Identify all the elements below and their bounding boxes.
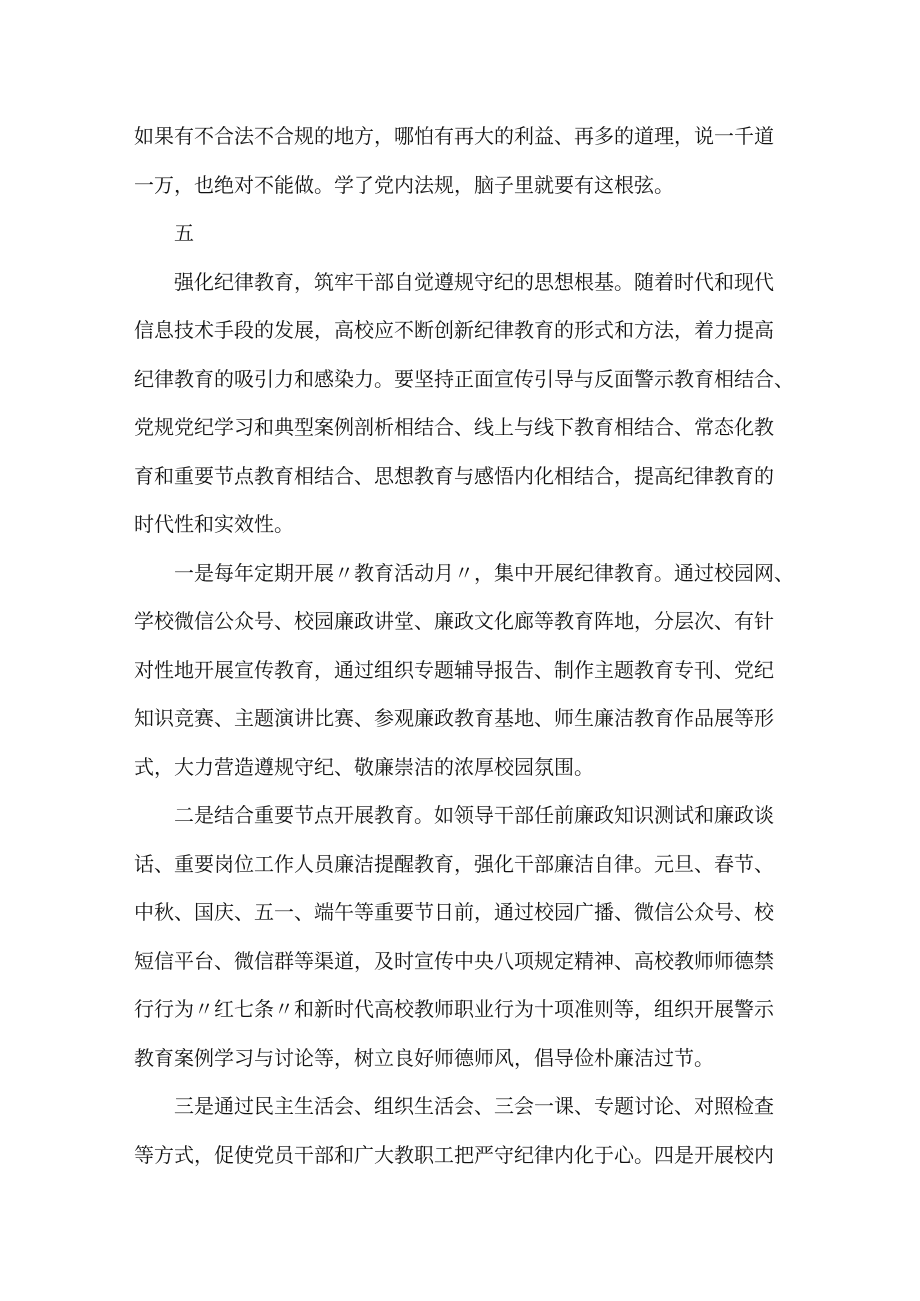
- document-body: [134, 112, 794, 1179]
- paragraph-item-one: [134, 549, 794, 792]
- text-line: 如果有不合法不合规的地方，哪怕有再大的利益、再多的道理，说一千道: [134, 124, 774, 148]
- text-line: 式，大力营造遵规守纪、敬廉崇洁的浓厚校园氛围。: [134, 754, 594, 779]
- text-line: 时代性和实效性。: [134, 512, 294, 536]
- text-line: 一是每年定期开展〃教育活动月〃，集中开展纪律教育。通过校园网、: [174, 560, 794, 585]
- text-line: 三是通过民主生活会、组织生活会、三会一课、专题讨论、对照检查: [174, 1094, 774, 1118]
- paragraph-item-three: [134, 1082, 786, 1179]
- text-line: 一万，也绝对不能做。学了党内法规，脑子里就要有这根弦。: [134, 172, 674, 197]
- text-line: 二是结合重要节点开展教育。如领导干部任前廉政知识测试和廉政谈: [174, 803, 774, 827]
- text-line: 中秋、国庆、五一、端午等重要节日前，通过校园广播、微信公众号、校: [134, 900, 774, 924]
- text-line: 短信平台、微信群等渠道，及时宣传中央八项规定精神、高校教师师德禁: [134, 948, 774, 973]
- text-line: 强化纪律教育，筑牢干部自觉遵规守纪的思想根基。随着时代和现代: [174, 269, 774, 294]
- text-line: 知识竞赛、主题演讲比赛、参观廉政教育基地、师生廉洁教育作品展等形: [134, 706, 774, 730]
- text-line: 党规党纪学习和典型案例剖析相结合、线上与线下教育相结合、常态化教: [134, 415, 774, 439]
- text-line: 行行为〃红七条〃和新时代高校教师职业行为十项准则等，组织开展警示: [134, 997, 774, 1021]
- paragraph-intro: [134, 258, 794, 549]
- text-line: 育和重要节点教育相结合、思想教育与感悟内化相结合，提高纪律教育的: [134, 463, 774, 488]
- section-heading: [134, 209, 786, 258]
- text-line: 教育案例学习与讨论等，树立良好师德师风，倡导俭朴廉洁过节。: [134, 1045, 714, 1070]
- text-line: 等方式，促使党员干部和广大教职工把严守纪律内化于心。四是开展校内: [134, 1142, 774, 1167]
- text-line: 话、重要岗位工作人员廉洁提醒教育，强化干部廉洁自律。元旦、春节、: [134, 851, 774, 876]
- text-line: 纪律教育的吸引力和感染力。要坚持正面宣传引导与反面警示教育相结合、: [134, 366, 794, 391]
- paragraph-continuation: [134, 112, 786, 209]
- text-line: 信息技术手段的发展，高校应不断创新纪律教育的形式和方法，着力提高: [134, 318, 774, 342]
- section-number: 五: [174, 221, 194, 245]
- text-line: 对性地开展宣传教育，通过组织专题辅导报告、制作主题教育专刊、党纪: [134, 657, 774, 682]
- paragraph-item-two: [134, 791, 786, 1082]
- text-line: 学校微信公众号、校园廉政讲堂、廉政文化廊等教育阵地，分层次、有针: [134, 609, 774, 633]
